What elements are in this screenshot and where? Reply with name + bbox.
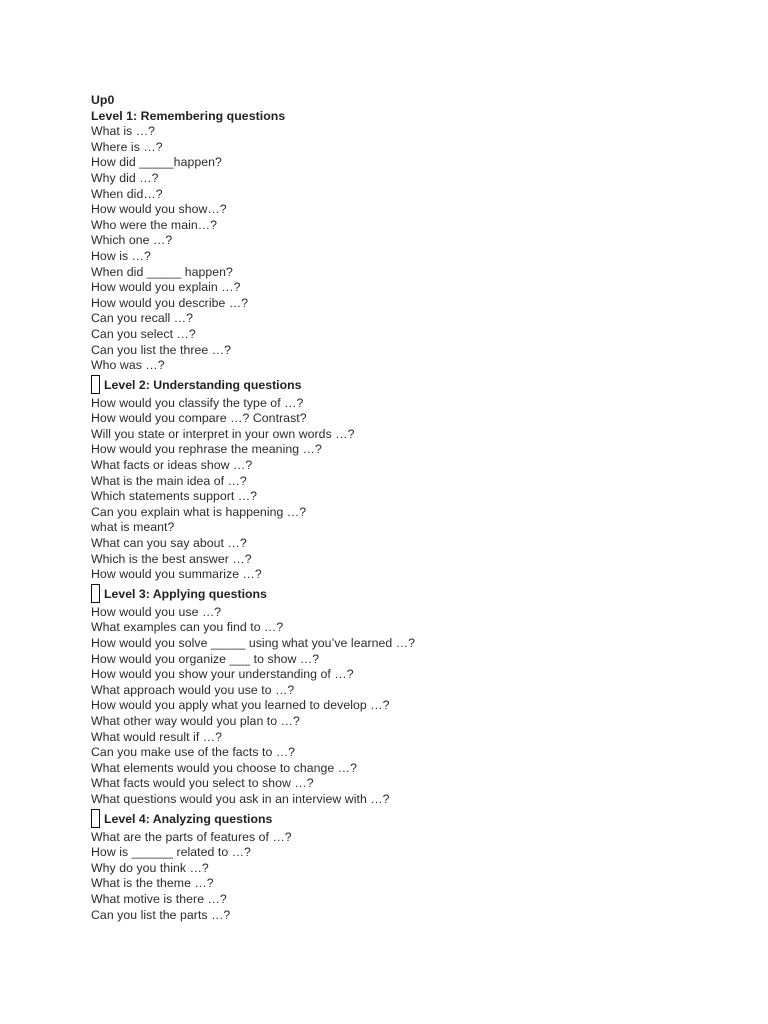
level1-question: Can you select …? [91,326,196,341]
level2-question: How would you compare …? Contrast? [91,411,307,426]
level3-question: Can you make use of the facts to …? [91,745,296,760]
level3-question: What facts would you select to show …? [91,776,314,791]
level3-question: How would you solve _____ using what you’ve learned …? [91,636,415,650]
missing-glyph-box-icon [91,375,100,394]
level2-question: Which is the best answer …? [91,551,252,566]
level3-question: What examples can you find to …? [91,620,284,635]
level3-question: How would you apply what you learned to develop …? [91,698,390,713]
level2-question: How would you summarize …? [91,567,262,582]
level2-question: How would you rephrase the meaning …? [91,442,322,457]
level1-question: How would you describe …? [91,295,249,310]
level4-question: What is the theme …? [91,876,214,891]
level1-question: Can you list the three …? [91,342,232,357]
level3-question: What questions would you ask in an interview with …? [91,791,390,806]
level2-section [91,374,711,583]
level2-question: How would you classify the type of …? [91,395,304,410]
level2-question: Will you state or interpret in your own words …? [91,426,355,441]
level3-question: What would result if …? [91,729,222,744]
level4-section [91,808,711,924]
level2-title: Level 2: Understanding questions [104,377,302,392]
level1-question: What is …? [91,124,156,139]
level1-title: Level 1: Remembering questions [91,108,286,123]
top-label: Up0 [91,93,115,107]
level2-question: What facts or ideas show …? [91,458,253,473]
missing-glyph-box-icon [91,809,100,828]
level1-question: How would you explain …? [91,280,241,295]
level4-question: What are the parts of features of …? [91,829,292,844]
level3-title: Level 3: Applying questions [104,586,267,601]
level4-question: What motive is there …? [91,891,227,906]
level1-question: Who was …? [91,358,165,373]
level1-question: Which one …? [91,233,173,248]
level4-title: Level 4: Analyzing questions [104,811,273,826]
level4-question: Why do you think …? [91,860,209,875]
level1-question: How is …? [91,248,151,263]
level3-question: How would you show your understanding of …? [91,667,354,682]
level2-question: What can you say about …? [91,536,247,551]
level3-question: How would you use …? [91,604,222,619]
level1-section [91,109,711,374]
missing-glyph-box-icon [91,584,100,603]
level3-question: How would you organize ___ to show …? [91,651,320,666]
document-page [91,93,711,923]
level1-question: Can you recall …? [91,311,194,326]
level2-question: Which statements support …? [91,489,258,504]
level1-question: Where is …? [91,139,163,154]
level1-question: Why did …? [91,170,159,185]
level3-question: What other way would you plan to …? [91,713,300,728]
level1-question: How would you show…? [91,202,227,217]
level1-question: How did _____happen? [91,155,222,170]
level4-question: Can you list the parts …? [91,907,231,922]
level3-section [91,583,711,808]
level2-question: What is the main idea of …? [91,473,247,488]
level2-question: what is meant? [91,520,175,535]
level2-heading [91,374,711,396]
level1-question: When did…? [91,186,163,201]
level4-question: How is ______ related to …? [91,845,251,860]
level4-heading [91,808,711,830]
level3-heading [91,583,711,605]
level3-question: What elements would you choose to change …? [91,760,358,775]
level2-question: Can you explain what is happening …? [91,504,307,519]
level1-question: Who were the main…? [91,217,218,232]
level1-question: When did _____ happen? [91,264,233,279]
level3-question: What approach would you use to …? [91,682,295,697]
